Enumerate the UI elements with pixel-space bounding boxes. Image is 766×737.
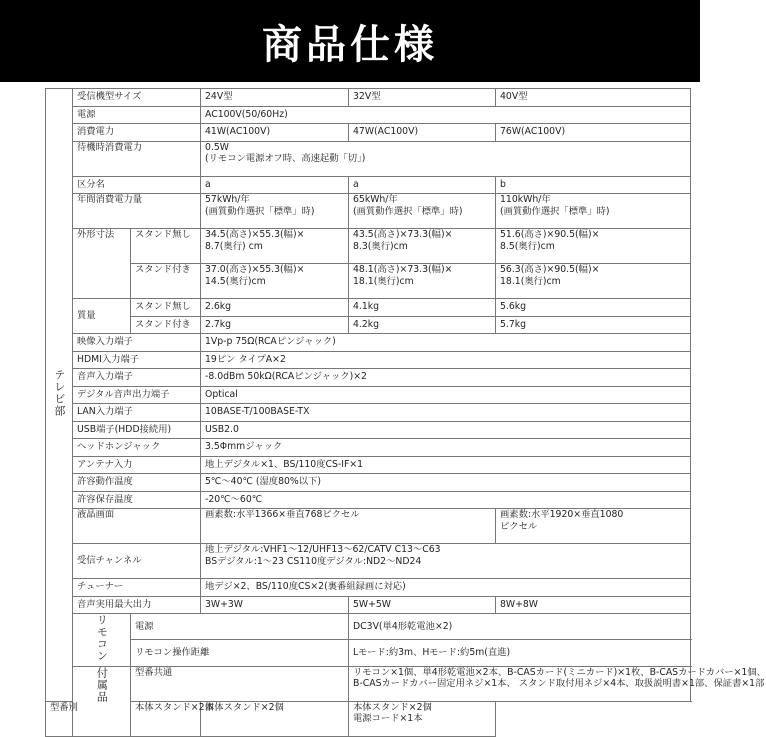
cell-value: 34.5(高さ)×55.3(幅)× 8.7(奥行) cm — [201, 229, 349, 264]
row-label: LAN入力端子 — [73, 404, 201, 422]
table-row — [46, 544, 691, 579]
cell-value: 19ピン タイプA×2 — [201, 351, 691, 369]
cell-value: a — [349, 176, 496, 194]
cell-value: DC3V(単4形乾電池×2) — [349, 614, 691, 640]
row-label: 受信機型サイズ — [73, 89, 201, 107]
cell-value: 本体スタンド×2個 — [131, 701, 201, 736]
cell-value: 画素数:水平1366×垂直768ピクセル — [201, 509, 496, 544]
row-label: 年間消費電力量 — [73, 194, 201, 229]
cell-value: USB2.0 — [201, 421, 691, 439]
row-label: 外形寸法 — [73, 229, 131, 299]
table-row — [46, 474, 691, 492]
cell-value: 5.6kg — [496, 299, 691, 317]
cell-value: Lモード:約3m、Hモード:約5m(直進) — [349, 640, 691, 666]
cell-value: 51.6(高さ)×90.5(幅)× 8.5(奥行)cm — [496, 229, 691, 264]
cell-value: 地上デジタル×1、BS/110度CS-IF×1 — [201, 456, 691, 474]
row-label: アンテナ入力 — [73, 456, 201, 474]
cell-value: 40V型 — [496, 89, 691, 107]
cell-value: b — [496, 176, 691, 194]
row-label: 許容動作温度 — [73, 474, 201, 492]
table-row — [46, 596, 691, 614]
row-label: ヘッドホンジャック — [73, 439, 201, 457]
cell-value: 43.5(高さ)×73.3(幅)× 8.3(奥行)cm — [349, 229, 496, 264]
cell-value: 地上デジタル:VHF1〜12/UHF13〜62/CATV C13〜C63 BSデジタル:1〜23 CS110度デジタル:ND2〜ND24 — [201, 544, 691, 579]
cell-value: 10BASE-T/100BASE-TX — [201, 404, 691, 422]
table-row — [46, 264, 691, 299]
row-label: 電源 — [131, 614, 349, 640]
table-row — [46, 369, 691, 387]
sub-label: スタンド付き — [131, 316, 201, 334]
cell-value: 48.1(高さ)×73.3(幅)× 18.1(奥行)cm — [349, 264, 496, 299]
cell-value: 8W+8W — [496, 596, 691, 614]
cell-value: 3W+3W — [201, 596, 349, 614]
row-label: 型番別 — [46, 701, 131, 736]
cell-value: 3.5Φmmジャック — [201, 439, 691, 457]
table-row — [46, 299, 691, 317]
table-row — [46, 176, 691, 194]
cell-value: 4.1kg — [349, 299, 496, 317]
table-row — [46, 701, 691, 736]
cell-value: 110kWh/年 (画質動作選択「標準」時) — [496, 194, 691, 229]
row-label: 区分名 — [73, 176, 201, 194]
row-label: HDMI入力端子 — [73, 351, 201, 369]
table-row — [46, 89, 691, 107]
table-row — [46, 106, 691, 124]
cell-value: 1Vp-p 75Ω(RCAピンジャック) — [201, 334, 691, 352]
table-row — [46, 229, 691, 264]
row-label: 液晶画面 — [73, 509, 201, 544]
table-row — [46, 439, 691, 457]
table-row — [46, 614, 691, 640]
cell-value: 5.7kg — [496, 316, 691, 334]
cell-value: AC100V(50/60Hz) — [201, 106, 691, 124]
table-row — [46, 640, 691, 666]
cell-value: 37.0(高さ)×55.3(幅)× 14.5(奥行)cm — [201, 264, 349, 299]
spec-table — [45, 88, 766, 737]
row-label: 許容保存温度 — [73, 491, 201, 509]
row-label: リモコン操作距離 — [131, 640, 349, 666]
row-label: チューナー — [73, 579, 201, 597]
cell-value: 5W+5W — [349, 596, 496, 614]
cell-value: 0.5W (リモコン電源オフ時、高速起動「切」) — [201, 141, 691, 176]
cell-value: 地デジ×2、BS/110度CS×2(裏番組録画に対応) — [201, 579, 691, 597]
row-label: 電源 — [73, 106, 201, 124]
cell-value: 本体スタンド×2個 — [201, 701, 349, 736]
row-label: 音声実用最大出力 — [73, 596, 201, 614]
row-label: 受信チャンネル — [73, 544, 201, 579]
table-row — [46, 386, 691, 404]
sub-label: スタンド無し — [131, 299, 201, 317]
table-row — [46, 194, 691, 229]
section-remote: リモコン — [73, 614, 131, 667]
table-row — [46, 404, 691, 422]
table-row — [46, 456, 691, 474]
table-row — [46, 316, 691, 334]
table-row — [46, 421, 691, 439]
row-label: 映像入力端子 — [73, 334, 201, 352]
cell-value: 56.3(高さ)×90.5(幅)× 18.1(奥行)cm — [496, 264, 691, 299]
row-label: 質量 — [73, 299, 131, 334]
cell-value: 4.2kg — [349, 316, 496, 334]
table-row — [46, 579, 691, 597]
cell-value: 本体スタンド×2個 電源コード×1本 — [349, 701, 496, 736]
cell-value: 2.7kg — [201, 316, 349, 334]
cell-value: 32V型 — [349, 89, 496, 107]
row-label: デジタル音声出力端子 — [73, 386, 201, 404]
row-label: 音声入力端子 — [73, 369, 201, 387]
section-accessories: 付属品 — [73, 666, 131, 736]
table-row — [46, 141, 691, 176]
cell-value: 画素数:水平1920×垂直1080 ピクセル — [496, 509, 691, 544]
cell-value: 41W(AC100V) — [201, 124, 349, 142]
row-label: 消費電力 — [73, 124, 201, 142]
row-label: USB端子(HDD接続用) — [73, 421, 201, 439]
page-title: 商品仕様 — [262, 21, 438, 68]
table-row — [46, 491, 691, 509]
cell-value: 57kWh/年 (画質動作選択「標準」時) — [201, 194, 349, 229]
table-row — [46, 124, 691, 142]
row-label: 型番共通 — [131, 666, 349, 701]
sub-label: スタンド無し — [131, 229, 201, 264]
table-row — [46, 351, 691, 369]
table-row — [46, 334, 691, 352]
cell-value: 47W(AC100V) — [349, 124, 496, 142]
cell-value: a — [201, 176, 349, 194]
cell-value: 24V型 — [201, 89, 349, 107]
section-tv: テレビ部 — [46, 89, 73, 702]
sub-label: スタンド付き — [131, 264, 201, 299]
cell-value: 76W(AC100V) — [496, 124, 691, 142]
cell-value: 2.6kg — [201, 299, 349, 317]
cell-value: リモコン×1個、単4形乾電池×2本、B-CASカード(ミニカード)×1枚、B-CASカードカバー×1個、 B-CASカードカバー固定用ネジ×1本、 スタンド取付用ネジ×4本、取扱説明書×1部、保証書×1部 — [349, 666, 691, 701]
cell-value: 5℃〜40℃ (湿度80%以下) — [201, 474, 691, 492]
cell-value: -20℃〜60℃ — [201, 491, 691, 509]
row-label: 待機時消費電力 — [73, 141, 201, 176]
table-row — [46, 509, 691, 544]
table-row — [46, 666, 691, 701]
title-banner — [0, 0, 700, 82]
cell-value: 65kWh/年 (画質動作選択「標準」時) — [349, 194, 496, 229]
cell-value: Optical — [201, 386, 691, 404]
cell-value: -8.0dBm 50kΩ(RCAピンジャック)×2 — [201, 369, 691, 387]
